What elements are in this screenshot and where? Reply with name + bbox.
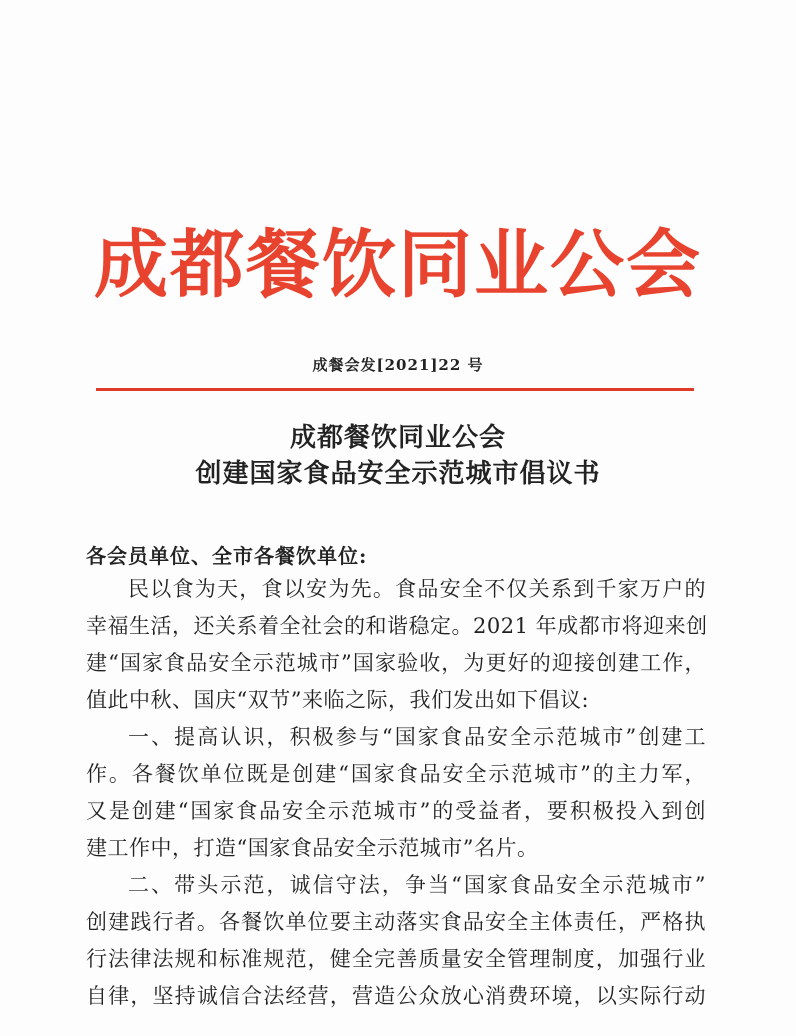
paragraph-3-line-2: 创建践行者。各餐饮单位要主动落实食品安全主体责任，严格执	[86, 910, 706, 934]
paragraph-3-line-4: 自律，坚持诚信合法经营，营造公众放心消费环境，以实际行动	[86, 984, 706, 1008]
paragraph-1-line-4: 值此中秋、国庆“双节”来临之际，我们发出如下倡议:	[86, 688, 590, 712]
paragraph-3-line-1: 二、带头示范，诚信守法，争当“国家食品安全示范城市”	[128, 873, 706, 897]
body-text	[86, 571, 706, 1015]
salutation: 各会员单位、全市各餐饮单位:	[86, 544, 368, 568]
document-title	[0, 420, 796, 492]
title-line-1: 成都餐饮同业公会	[289, 423, 506, 453]
title-line-2: 创建国家食品安全示范城市倡议书	[195, 459, 601, 489]
paragraph-1-line-1: 民以食为天，食以安为先。食品安全不仅关系到千家万户的	[128, 577, 706, 601]
document-number: 成餐会发[2021]22 号	[312, 356, 484, 374]
paragraph-2-line-2: 作。各餐饮单位既是创建“国家食品安全示范城市”的主力军，	[86, 762, 706, 786]
paragraph-1-line-2: 幸福生活，还关系着全社会的和谐稳定。2021 年成都市将迎来创	[86, 614, 708, 638]
paragraph-2-line-4: 建工作中，打造“国家食品安全示范城市”名片。	[86, 836, 539, 860]
organization-header: 成都餐饮同业公会	[94, 222, 702, 308]
paragraph-3-line-3: 行法律法规和标准规范，健全完善质量安全管理制度，加强行业	[86, 947, 706, 971]
paragraph-2-line-3: 又是创建“国家食品安全示范城市”的受益者，要积极投入到创	[86, 799, 706, 823]
paragraph-2-line-1: 一、提高认识，积极参与“国家食品安全示范城市”创建工	[128, 725, 706, 749]
paragraph-1-line-3: 建“国家食品安全示范城市”国家验收，为更好的迎接创建工作，	[86, 651, 706, 675]
red-divider-rule	[96, 388, 694, 391]
